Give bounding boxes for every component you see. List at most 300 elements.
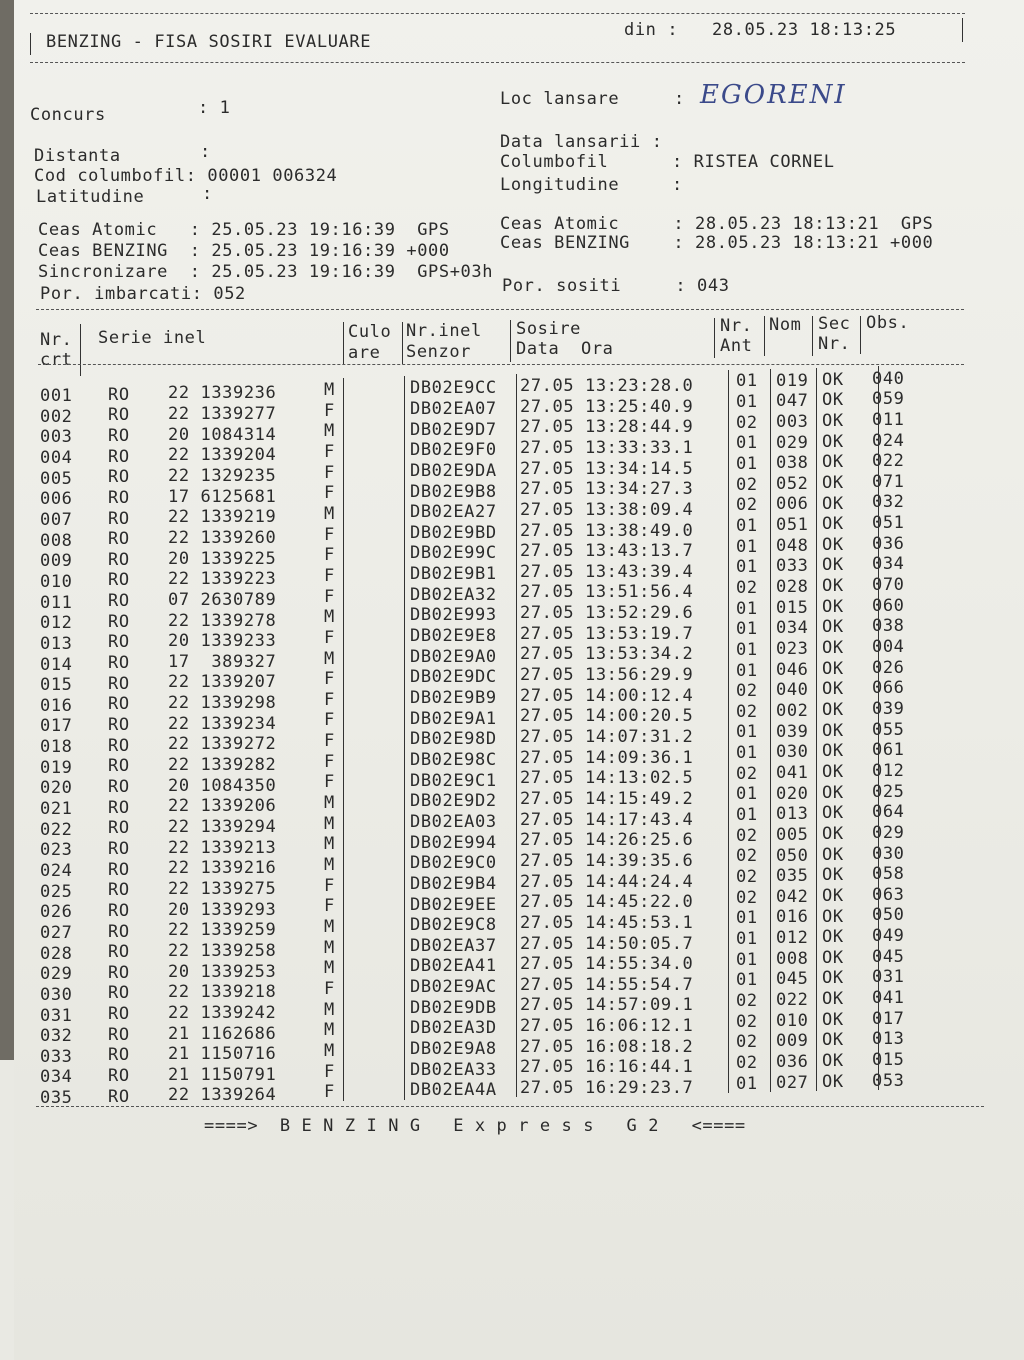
row-ring: 22 1339223	[168, 569, 277, 590]
cell-separator	[404, 418, 405, 439]
cell-separator	[516, 1076, 517, 1097]
cell-separator	[343, 770, 344, 791]
cell-separator	[770, 1030, 771, 1051]
din-label: din :	[624, 20, 679, 40]
row-ant: 01	[736, 598, 758, 619]
row-sensor: DB02E9DC	[410, 667, 497, 688]
row-arrival: 27.05 16:06:12.1	[520, 1016, 694, 1037]
row-nom: 008	[776, 948, 809, 969]
row-ring: 22 1339219	[168, 507, 277, 528]
row-obs: 045	[872, 946, 905, 967]
row-sensor: DB02E9A8	[410, 1039, 497, 1059]
row-obs: 013	[872, 1029, 905, 1050]
cell-separator	[770, 947, 771, 968]
row-nom: 019	[776, 370, 809, 391]
cell-separator	[770, 513, 771, 534]
row-ring: 22 1339275	[168, 878, 277, 899]
col-nom: Nom	[769, 315, 802, 335]
cell-separator	[878, 800, 879, 821]
row-ring: 20 1084350	[168, 775, 277, 796]
row-sex: M	[324, 421, 335, 442]
row-ring: 22 1339259	[168, 920, 277, 941]
cell-separator	[770, 389, 771, 410]
row-ant: 02	[736, 474, 758, 495]
cell-separator	[878, 821, 879, 842]
cell-separator	[816, 388, 817, 409]
cell-separator	[878, 408, 879, 429]
row-ant: 01	[736, 660, 758, 681]
row-nr: 004	[40, 447, 73, 468]
cell-separator	[728, 679, 729, 700]
cell-separator	[816, 925, 817, 946]
col-data-ora: Data Ora	[516, 339, 614, 359]
cell-separator	[878, 759, 879, 780]
concurs-label: Concurs	[30, 105, 106, 125]
row-sex: F	[324, 669, 335, 690]
cell-separator	[516, 932, 517, 953]
row-nr: 026	[40, 902, 73, 923]
row-ring: 22 1339213	[168, 837, 277, 858]
cell-separator	[516, 1056, 517, 1077]
row-ant: 01	[736, 1073, 758, 1094]
row-nom: 023	[776, 639, 809, 659]
row-nom: 002	[776, 700, 809, 721]
row-ring: 22 1339207	[168, 672, 277, 693]
cell-separator	[343, 997, 344, 1018]
row-sex: F	[324, 896, 335, 917]
cell-separator	[516, 498, 517, 519]
row-sensor: DB02E9B8	[410, 481, 497, 502]
row-country: RO	[108, 405, 130, 426]
cell-separator	[343, 1018, 344, 1039]
column-header-dashed-rule	[38, 364, 964, 365]
cell-separator	[404, 872, 405, 893]
row-obs: 071	[872, 471, 905, 492]
cell-separator	[343, 419, 344, 440]
cell-separator	[728, 390, 729, 411]
row-sex: M	[324, 855, 335, 875]
cell-separator	[770, 369, 771, 390]
cell-separator	[728, 721, 729, 742]
cell-separator	[878, 986, 879, 1007]
row-country: RO	[108, 653, 130, 673]
row-sensor: DB02E9DA	[410, 460, 497, 481]
row-nom: 034	[776, 618, 809, 639]
row-nr: 025	[40, 881, 73, 902]
cell-separator	[878, 656, 879, 677]
row-arrival: 27.05 14:09:36.1	[520, 747, 694, 768]
cell-separator	[816, 1029, 817, 1050]
row-sex: M	[324, 958, 335, 979]
row-country: RO	[108, 529, 130, 550]
row-ant: 01	[736, 536, 758, 557]
row-nom: 033	[776, 556, 809, 577]
col-sep	[812, 316, 813, 356]
row-nom: 015	[776, 597, 809, 618]
row-nr: 006	[40, 489, 73, 510]
row-sec: OK	[822, 679, 844, 700]
cell-separator	[878, 594, 879, 615]
row-ring: 22 1339294	[168, 817, 277, 837]
col-culoare-2: are	[348, 343, 381, 363]
row-nr: 003	[40, 427, 73, 448]
cell-separator	[728, 576, 729, 597]
cell-separator	[516, 539, 517, 560]
row-sex: M	[324, 1040, 335, 1061]
row-arrival: 27.05 14:15:49.2	[520, 788, 694, 809]
row-nr: 031	[40, 1005, 73, 1026]
row-sensor: DB02EA33	[410, 1059, 497, 1080]
row-obs: 051	[872, 513, 905, 534]
cell-separator	[516, 684, 517, 705]
row-ring: 22 1339204	[168, 445, 277, 466]
row-sec: OK	[822, 823, 844, 844]
row-ant: 01	[736, 784, 758, 805]
row-sec: OK	[822, 472, 844, 493]
row-obs: 061	[872, 740, 905, 761]
row-country: RO	[108, 756, 130, 777]
row-nom: 046	[776, 659, 809, 680]
row-nr: 028	[40, 943, 73, 964]
row-sec: OK	[822, 865, 844, 886]
cell-separator	[404, 604, 405, 625]
cell-separator	[516, 477, 517, 498]
row-ring: 20 1339293	[168, 899, 277, 920]
cell-separator	[404, 789, 405, 810]
row-nom: 003	[776, 411, 809, 432]
cell-separator	[770, 782, 771, 803]
row-arrival: 27.05 13:52:29.6	[520, 603, 694, 624]
cell-separator	[516, 890, 517, 911]
row-sec: OK	[822, 431, 844, 452]
cell-separator	[816, 450, 817, 471]
cell-separator	[343, 791, 344, 812]
paper-edge	[0, 1060, 14, 1360]
row-obs: 022	[872, 451, 905, 472]
cell-separator	[770, 740, 771, 761]
row-country: RO	[108, 776, 130, 797]
cell-separator	[728, 473, 729, 494]
cell-separator	[404, 1079, 405, 1100]
row-arrival: 27.05 14:45:22.0	[520, 892, 694, 913]
row-obs: 031	[872, 967, 905, 988]
row-obs: 030	[872, 843, 905, 864]
row-nr: 019	[40, 757, 73, 778]
row-arrival: 27.05 13:28:44.9	[520, 417, 694, 438]
cell-separator	[728, 1030, 729, 1051]
row-sec: OK	[822, 369, 844, 390]
row-arrival: 27.05 14:55:54.7	[520, 974, 694, 995]
row-sex: F	[324, 1082, 335, 1103]
row-obs: 064	[872, 802, 905, 823]
cell-separator	[343, 811, 344, 832]
col-sec: Sec	[818, 314, 851, 334]
cell-separator	[770, 720, 771, 741]
row-country: RO	[108, 570, 130, 591]
row-sec: OK	[822, 390, 844, 411]
row-ant: 01	[736, 557, 758, 578]
row-sex: F	[324, 710, 335, 731]
row-nom: 048	[776, 535, 809, 556]
cell-separator	[816, 822, 817, 843]
row-ant: 02	[736, 846, 758, 867]
cell-separator	[816, 1070, 817, 1091]
row-nom: 045	[776, 969, 809, 990]
row-obs: 012	[872, 760, 905, 781]
row-ring: 17 389327	[168, 651, 277, 672]
ceas-benzing-start: Ceas BENZING : 25.05.23 19:16:39 +000	[38, 241, 450, 261]
row-obs: 011	[872, 409, 905, 430]
row-arrival: 27.05 13:25:40.9	[520, 396, 694, 417]
row-nr: 033	[40, 1046, 73, 1067]
col-ant: Ant	[720, 336, 753, 356]
cell-separator	[728, 514, 729, 535]
row-sensor: DB02E98D	[410, 729, 497, 750]
row-arrival: 27.05 14:44:24.4	[520, 871, 694, 892]
row-nom: 052	[776, 473, 809, 494]
top-dashed-rule	[30, 13, 965, 14]
cell-separator	[770, 926, 771, 947]
cell-separator	[404, 583, 405, 604]
row-obs: 015	[872, 1050, 905, 1070]
row-obs: 025	[872, 781, 905, 802]
row-sec: OK	[822, 617, 844, 638]
cell-separator	[728, 968, 729, 989]
row-sex: M	[324, 834, 335, 855]
cell-separator	[516, 395, 517, 416]
cell-separator	[343, 481, 344, 502]
cell-separator	[878, 697, 879, 718]
cell-separator	[770, 617, 771, 638]
cell-separator	[770, 823, 771, 844]
cell-separator	[404, 955, 405, 976]
col-sep	[343, 322, 344, 364]
cell-separator	[516, 1035, 517, 1056]
cell-separator	[404, 562, 405, 583]
row-ring: 22 1339216	[168, 858, 277, 879]
row-obs: 038	[872, 616, 905, 637]
cell-separator	[404, 480, 405, 501]
ceas-benzing-end: Ceas BENZING : 28.05.23 18:13:21 +000	[500, 233, 934, 253]
row-arrival: 27.05 13:38:49.0	[520, 520, 694, 541]
cell-separator	[816, 1049, 817, 1070]
row-ant: 02	[736, 763, 758, 784]
row-arrival: 27.05 14:57:09.1	[520, 995, 694, 1016]
row-sensor: DB02E99C	[410, 543, 497, 564]
cell-separator	[343, 378, 344, 399]
row-nom: 005	[776, 824, 809, 845]
row-country: RO	[108, 425, 130, 446]
row-obs: 017	[872, 1008, 905, 1029]
cell-separator	[516, 766, 517, 787]
row-nr: 010	[40, 571, 73, 592]
cell-separator	[343, 977, 344, 998]
footer-brand: ====> B E N Z I N G E x p r e s s G 2 <====	[204, 1116, 746, 1136]
row-country: RO	[108, 694, 130, 715]
cell-separator	[343, 460, 344, 481]
row-nr: 029	[40, 964, 73, 985]
row-arrival: 27.05 13:23:28.0	[520, 375, 694, 396]
row-nr: 005	[40, 468, 73, 489]
cell-separator	[516, 787, 517, 808]
row-nom: 042	[776, 886, 809, 907]
row-arrival: 27.05 14:00:12.4	[520, 685, 694, 706]
cell-separator	[878, 1069, 879, 1090]
row-nr: 011	[40, 592, 73, 613]
col-crt: crt	[40, 350, 73, 370]
cell-separator	[516, 622, 517, 643]
row-ring: 22 1339264	[168, 1085, 277, 1106]
row-ring: 22 1339206	[168, 796, 277, 817]
row-ant: 01	[736, 515, 758, 536]
row-ant: 02	[736, 1011, 758, 1032]
loc-lansare-label: Loc lansare	[500, 89, 620, 109]
cell-separator	[516, 1014, 517, 1035]
cell-separator	[343, 564, 344, 585]
cell-separator	[816, 905, 817, 926]
row-country: RO	[108, 487, 130, 508]
cell-separator	[770, 968, 771, 989]
cell-separator	[728, 907, 729, 928]
row-nr: 034	[40, 1067, 73, 1088]
cell-separator	[516, 457, 517, 478]
cell-separator	[343, 1038, 344, 1059]
row-arrival: 27.05 13:43:39.4	[520, 561, 694, 582]
col-sep	[764, 316, 765, 356]
row-nr: 015	[40, 675, 73, 696]
row-arrival: 27.05 13:51:56.4	[520, 582, 694, 603]
row-sex: F	[324, 400, 335, 421]
row-nom: 050	[776, 845, 809, 866]
row-nom: 006	[776, 494, 809, 515]
cell-separator	[816, 801, 817, 822]
row-country: RO	[108, 1004, 130, 1025]
cell-separator	[878, 490, 879, 511]
row-ant: 02	[736, 825, 758, 846]
report-datetime: 28.05.23 18:13:25	[712, 20, 897, 40]
row-ant: 01	[736, 392, 758, 412]
row-country: RO	[108, 632, 130, 653]
row-sec: OK	[822, 844, 844, 865]
cell-separator	[343, 956, 344, 977]
cell-separator	[816, 863, 817, 884]
cell-separator	[816, 657, 817, 678]
info-dashed-rule	[36, 309, 964, 310]
cell-separator	[404, 1017, 405, 1038]
row-ant: 02	[736, 1052, 758, 1073]
row-obs: 004	[872, 637, 905, 657]
cell-separator	[516, 643, 517, 664]
row-ant: 01	[736, 949, 758, 970]
cell-separator	[516, 746, 517, 767]
row-country: RO	[108, 1066, 130, 1086]
row-nr: 024	[40, 861, 73, 881]
row-ring: 22 1339236	[168, 383, 277, 404]
row-sensor: DB02E9EE	[410, 894, 497, 915]
cell-separator	[404, 1037, 405, 1058]
row-arrival: 27.05 14:39:35.6	[520, 850, 694, 871]
cell-separator	[816, 409, 817, 430]
row-ring: 22 1339278	[168, 610, 277, 631]
cell-separator	[516, 374, 517, 395]
cell-separator	[878, 841, 879, 862]
row-country: RO	[108, 859, 130, 880]
cell-separator	[343, 440, 344, 461]
cell-separator	[343, 625, 344, 646]
cell-separator	[878, 635, 879, 656]
row-ant: 02	[736, 1032, 758, 1053]
row-sex: F	[324, 462, 335, 483]
col-sosire: Sosire	[516, 319, 582, 339]
row-nom: 009	[776, 1031, 809, 1052]
cell-separator	[816, 698, 817, 719]
row-nom: 035	[776, 866, 809, 887]
row-sensor: DB02E9AC	[410, 977, 497, 998]
row-sensor: DB02EA03	[410, 811, 497, 832]
cell-separator	[770, 844, 771, 865]
row-sec: OK	[822, 947, 844, 968]
cell-separator	[770, 761, 771, 782]
cell-separator	[343, 605, 344, 626]
row-obs: 032	[872, 492, 905, 513]
cell-separator	[878, 614, 879, 635]
cell-separator	[728, 865, 729, 886]
row-sex: M	[324, 999, 335, 1020]
row-sex: F	[324, 442, 335, 462]
cell-separator	[770, 802, 771, 823]
header-right-bar	[962, 18, 963, 42]
row-sex: F	[324, 586, 335, 607]
cell-separator	[343, 1059, 344, 1080]
row-sec: OK	[822, 514, 844, 535]
cell-separator	[770, 678, 771, 699]
cell-separator	[878, 1007, 879, 1028]
row-sec: OK	[822, 658, 844, 679]
row-arrival: 27.05 14:13:02.5	[520, 768, 694, 789]
row-ring: 22 1339260	[168, 527, 277, 548]
row-nr: 020	[40, 778, 73, 799]
row-obs: 055	[872, 719, 905, 740]
row-obs: 050	[872, 905, 905, 926]
cell-separator	[728, 824, 729, 845]
col-nr-inel: Nr.inel	[406, 321, 482, 341]
row-nom: 012	[776, 928, 809, 949]
cell-separator	[770, 596, 771, 617]
row-ant: 02	[736, 495, 758, 516]
row-ant: 02	[736, 577, 758, 598]
row-nom: 047	[776, 391, 809, 412]
row-arrival: 27.05 14:50:05.7	[520, 933, 694, 954]
cell-separator	[770, 451, 771, 472]
row-nom: 040	[776, 680, 809, 701]
cell-separator	[728, 411, 729, 432]
cell-separator	[728, 494, 729, 515]
cell-separator	[816, 595, 817, 616]
row-sensor: DB02E9DB	[410, 997, 497, 1018]
cell-separator	[516, 849, 517, 870]
cell-separator	[343, 915, 344, 936]
cell-separator	[816, 781, 817, 802]
row-arrival: 27.05 16:29:23.7	[520, 1078, 694, 1098]
cell-separator	[816, 884, 817, 905]
cell-separator	[343, 687, 344, 708]
row-obs: 034	[872, 554, 905, 575]
cell-separator	[343, 646, 344, 667]
cell-separator	[816, 430, 817, 451]
cell-separator	[770, 1050, 771, 1071]
cell-separator	[404, 521, 405, 542]
row-country: RO	[108, 446, 130, 467]
